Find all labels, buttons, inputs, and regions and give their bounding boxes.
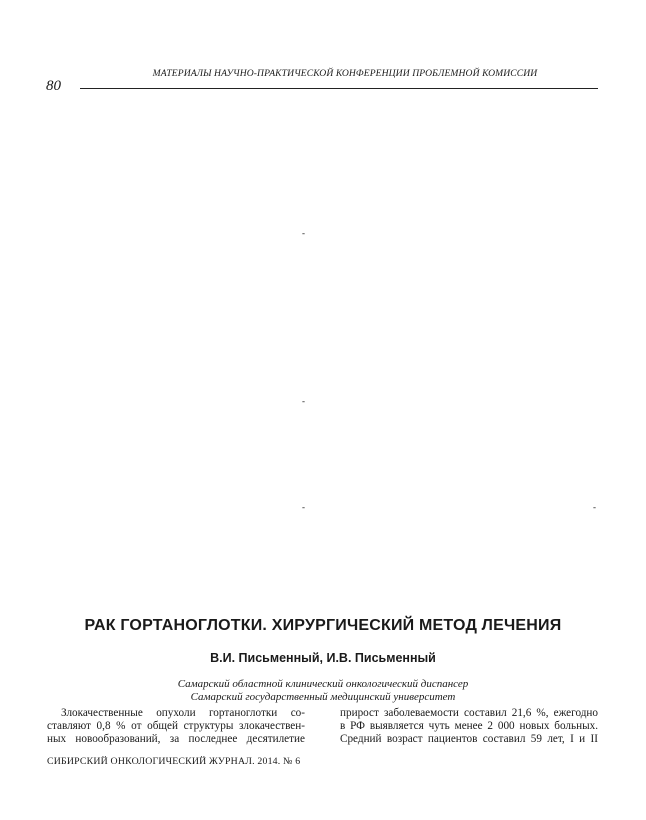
body-text-line: Средний возраст пациентов составил 59 лет, I и II xyxy=(340,733,598,746)
stray-dash: - xyxy=(302,396,305,406)
stray-dash: - xyxy=(302,502,305,512)
body-text-line: прирост заболеваемости составил 21,6 %, ежегодно xyxy=(340,707,598,719)
body-text-line: ных новообразований, за последнее десятилетие xyxy=(47,733,305,746)
article-authors: В.И. Письменный, И.В. Письменный xyxy=(210,651,436,665)
body-text-line: Злокачественные опухоли гортаноглотки со- xyxy=(61,707,305,719)
body-text-line: ставляют 0,8 % от общей структуры злокачествен- xyxy=(47,720,305,733)
body-column-right xyxy=(340,707,598,747)
journal-footer: СИБИРСКИЙ ОНКОЛОГИЧЕСКИЙ ЖУРНАЛ. 2014. № 6 xyxy=(47,756,301,767)
affiliation: Самарский государственный медицинский университет xyxy=(190,691,456,703)
page-number: 80 xyxy=(46,78,61,94)
body-text-line: в РФ выявляется чуть менее 2 000 новых больных. xyxy=(340,720,598,733)
running-header: МАТЕРИАЛЫ НАУЧНО-ПРАКТИЧЕСКОЙ КОНФЕРЕНЦИИ ПРОБЛЕМНОЙ КОМИССИИ xyxy=(152,68,538,79)
stray-dash: - xyxy=(302,228,305,238)
header-rule xyxy=(80,88,598,89)
affiliation: Самарский областной клинический онкологический диспансер xyxy=(177,678,469,690)
body-column-left xyxy=(47,707,305,747)
article-title: РАК ГОРТАНОГЛОТКИ. ХИРУРГИЧЕСКИЙ МЕТОД ЛЕЧЕНИЯ xyxy=(84,617,562,634)
stray-dash: - xyxy=(593,502,596,512)
